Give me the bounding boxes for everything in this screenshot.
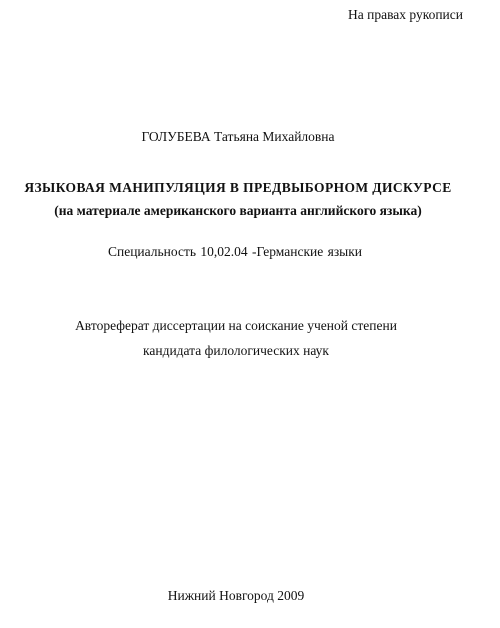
dissertation-title: ЯЗЫКОВАЯ МАНИПУЛЯЦИЯ В ПРЕДВЫБОРНОМ ДИСКУРСЕ — [24, 180, 452, 195]
abstract-description-line-1: Автореферат диссертации на соискание ученой степени — [75, 318, 397, 333]
rights-note: На правах рукописи — [347, 7, 463, 22]
city-year: Нижний Новгород 2009 — [167, 588, 305, 603]
abstract-description-line-2: кандидата филологических наук — [143, 343, 329, 358]
author-name: ГОЛУБЕВА Татьяна Михайловна — [141, 129, 335, 144]
specialty-line: Специальность 10,02.04 -Германские языки — [107, 244, 363, 259]
dissertation-subtitle: (на материале американского варианта английского языка) — [54, 203, 422, 218]
